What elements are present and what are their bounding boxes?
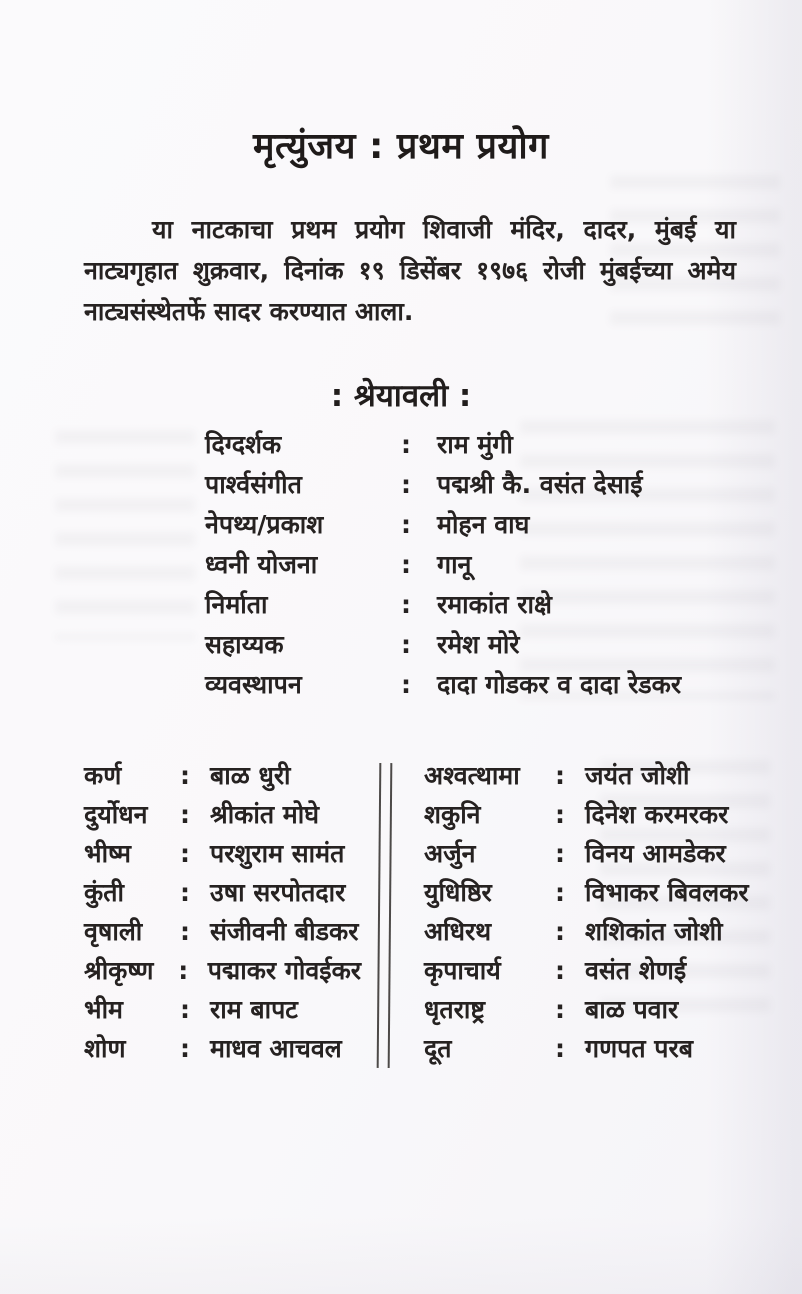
cast-role: भीम [84, 995, 124, 1024]
cast-role: अधिरथ [424, 917, 492, 946]
credit-label: व्यवस्थापन [205, 670, 302, 699]
cast-actor: माधव आचवल [210, 1034, 342, 1063]
cast-role: कृपाचार्य [424, 956, 501, 985]
colon-separator: : [401, 470, 411, 499]
cast-role: युधिष्ठिर [424, 878, 492, 907]
credit-row [205, 427, 745, 467]
credit-value: रमेश मोरे [437, 630, 520, 659]
credit-label: नेपथ्य/प्रकाश [205, 510, 324, 539]
cast-actor: उषा सरपोतदार [210, 878, 346, 907]
cast-role: वृषाली [84, 917, 143, 946]
cast-row [84, 914, 361, 953]
cast-actor: वसंत शेणई [585, 956, 687, 985]
cast-role: कर्ण [84, 761, 122, 790]
colon-separator: : [555, 1034, 565, 1063]
cast-row [424, 1031, 754, 1070]
cast-actor: जयंत जोशी [585, 761, 690, 790]
credit-row [205, 507, 745, 547]
credit-value: राम मुंगी [437, 430, 513, 459]
cast-actor: गणपत परब [585, 1034, 694, 1063]
credit-row [205, 467, 745, 507]
cast-row [84, 875, 361, 914]
credit-row [205, 667, 745, 707]
page-title: मृत्युंजय : प्रथम प्रयोग [253, 126, 549, 168]
colon-separator: : [555, 839, 565, 868]
colon-separator: : [401, 430, 411, 459]
credit-label: सहाय्यक [205, 630, 284, 659]
cast-row [84, 797, 361, 836]
colon-separator: : [401, 510, 411, 539]
cast-actor: बाळ पवार [585, 995, 679, 1024]
cast-row [424, 797, 754, 836]
cast-row [424, 992, 754, 1031]
credits-list [205, 427, 745, 707]
cast-actor: विनय आमडेकर [585, 839, 726, 868]
cast-row [424, 875, 754, 914]
cast-role: धृतराष्ट्र [424, 995, 485, 1024]
colon-separator: : [180, 1034, 190, 1063]
credit-value: पद्मश्री कै. वसंत देसाई [437, 470, 643, 499]
cast-role: अर्जुन [424, 839, 476, 868]
colon-separator: : [555, 800, 565, 829]
cast-actor: बाळ धुरी [210, 761, 291, 790]
credit-row [205, 627, 745, 667]
credit-row [205, 587, 745, 627]
cast-actor: पद्माकर गोवईकर [207, 956, 361, 985]
credits-heading: : श्रेयावली : [330, 377, 472, 414]
cast-row [84, 758, 361, 797]
bleed-through-ghost [55, 430, 195, 640]
colon-separator: : [401, 630, 411, 659]
cast-row [84, 953, 361, 992]
cast-actor: दिनेश करमरकर [585, 800, 729, 829]
credit-value: मोहन वाघ [437, 510, 530, 539]
colon-separator: : [180, 839, 190, 868]
cast-role: भीष्म [84, 839, 131, 868]
cast-section [0, 758, 802, 1070]
cast-role: कुंती [84, 878, 124, 907]
cast-row [84, 992, 361, 1031]
colon-separator: : [180, 800, 190, 829]
credit-label: निर्माता [205, 590, 268, 619]
colon-separator: : [555, 761, 565, 790]
cast-row [424, 914, 754, 953]
cast-actor: श्रीकांत मोघे [210, 800, 320, 829]
cast-role: दुर्योधन [84, 800, 148, 829]
credit-label: ध्वनी योजना [205, 550, 318, 579]
colon-separator: : [555, 917, 565, 946]
cast-role: अश्वत्थामा [424, 761, 520, 790]
intro-paragraph: या नाटकाचा प्रथम प्रयोग शिवाजी मंदिर, दादर, मुंबई या नाट्यगृहात शुक्रवार, दिनांक १९ डिसेंबर १९७६ रोजी मुंबईच्या अमेय नाट्यसंस्थेतर्फे सादर करण्यात आला. [84, 215, 736, 326]
colon-separator: : [401, 550, 411, 579]
cast-row [424, 836, 754, 875]
cast-role: शोण [84, 1034, 126, 1063]
colon-separator: : [180, 917, 190, 946]
credit-value: रमाकांत राक्षे [437, 590, 552, 619]
colon-separator: : [401, 590, 411, 619]
colon-separator: : [555, 878, 565, 907]
cast-role: शकुनि [424, 800, 481, 829]
colon-separator: : [178, 956, 189, 985]
cast-actor: शशिकांत जोशी [585, 917, 723, 946]
cast-column-left [84, 758, 361, 1070]
cast-row [84, 836, 361, 875]
cast-column-right [424, 758, 754, 1070]
colon-separator: : [180, 761, 190, 790]
cast-actor: विभाकर बिवलकर [585, 878, 749, 907]
cast-row [424, 953, 754, 992]
credit-label: पार्श्वसंगीत [205, 470, 302, 499]
colon-separator: : [401, 670, 411, 699]
cast-role: श्रीकृष्ण [84, 956, 154, 985]
cast-actor: परशुराम सामंत [210, 839, 345, 868]
cast-row [84, 1031, 361, 1070]
credit-row [205, 547, 745, 587]
cast-actor: संजीवनी बीडकर [210, 917, 359, 946]
credit-label: दिग्दर्शक [205, 430, 282, 459]
colon-separator: : [180, 878, 190, 907]
cast-role: दूत [424, 1034, 452, 1063]
colon-separator: : [180, 995, 190, 1024]
double-rule-divider [377, 763, 393, 1068]
cast-actor: राम बापट [210, 995, 298, 1024]
cast-row [424, 758, 754, 797]
credit-value: दादा गोडकर व दादा रेडकर [437, 670, 682, 699]
colon-separator: : [555, 995, 565, 1024]
colon-separator: : [555, 956, 565, 985]
credit-value: गानू [437, 550, 472, 579]
